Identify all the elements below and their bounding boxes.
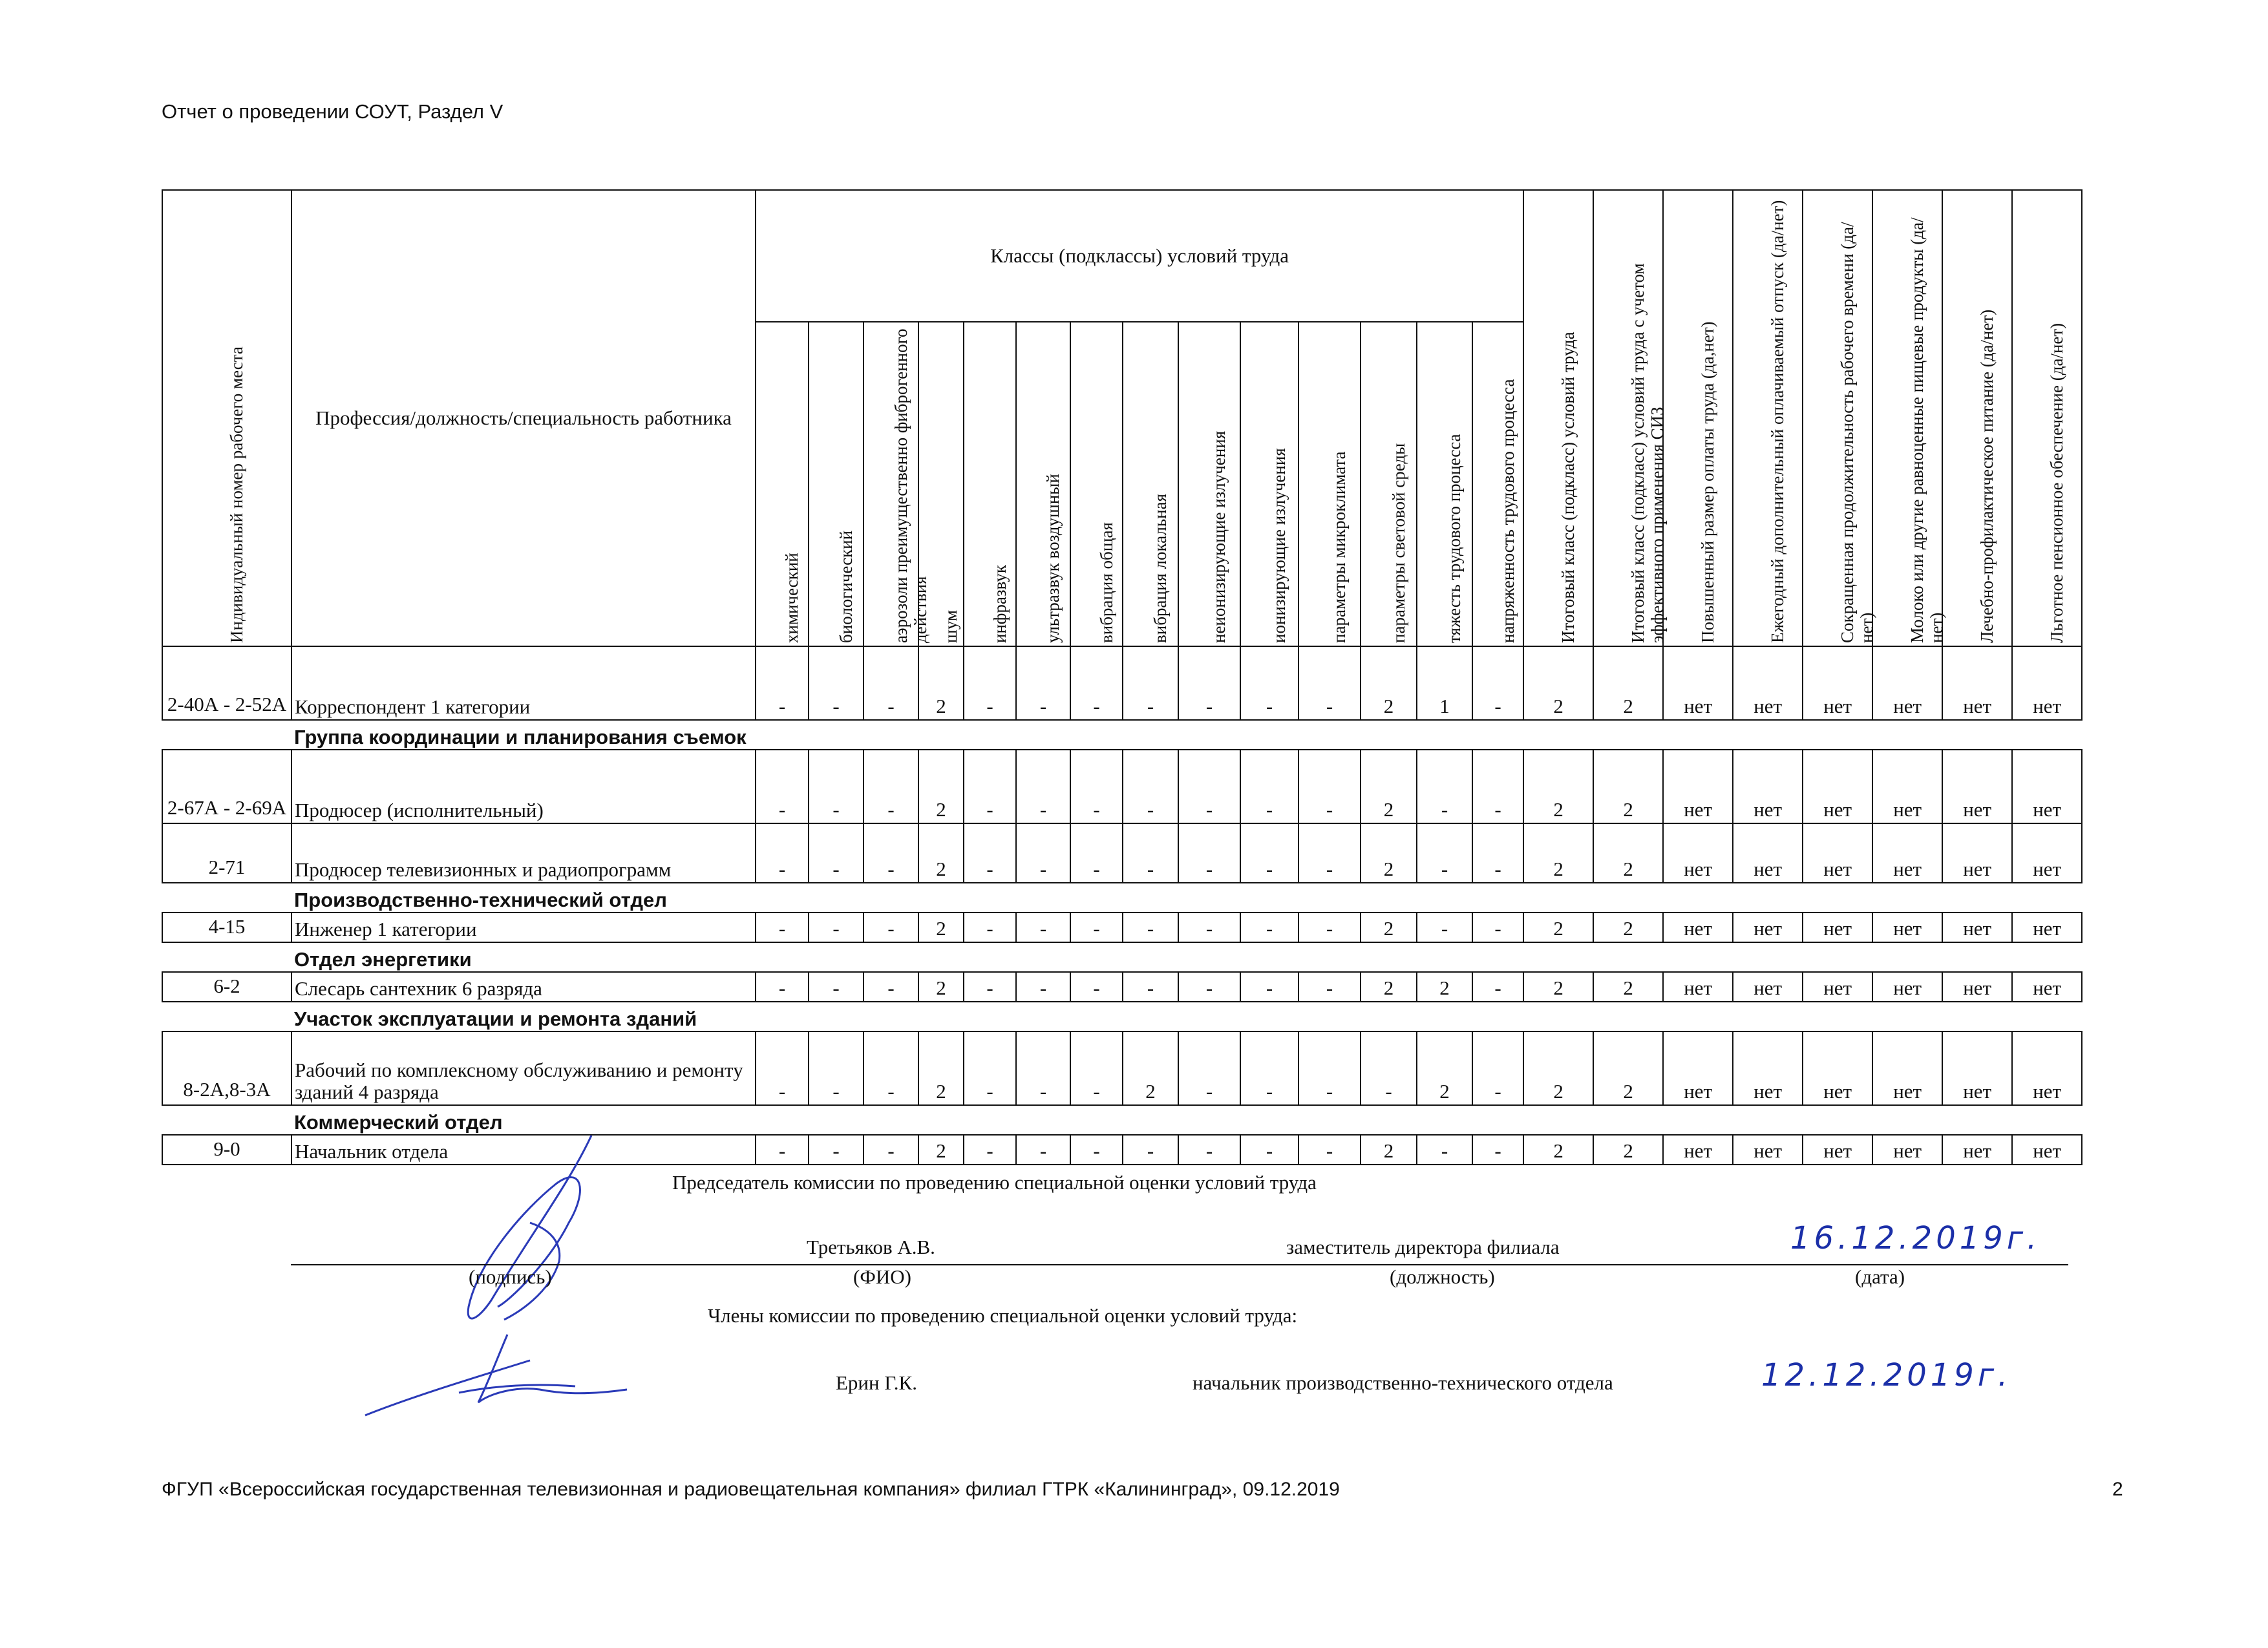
table-cell: нет	[1942, 646, 2012, 720]
table-cell: -	[864, 1031, 918, 1105]
profession: Продюсер телевизионных и радиопрограмм	[291, 823, 756, 883]
col-header-summary-5: Молоко или другие равноценные пищевые продукты (да/нет)	[1872, 190, 1942, 646]
workplace-id: 6-2	[162, 972, 291, 1002]
table-cell: 2	[1523, 913, 1593, 942]
chair-name: Третьяков А.В.	[807, 1236, 935, 1258]
table-cell: 2	[1593, 1135, 1663, 1165]
col-header-factor-11: параметры световой среды	[1361, 322, 1417, 646]
table-cell: -	[1298, 1135, 1361, 1165]
table-header-row	[162, 190, 2082, 322]
col-header-workplace-id: Индивидуальный номер рабочего места	[162, 190, 291, 646]
profession: Корреспондент 1 категории	[291, 646, 756, 720]
table-cell: -	[1178, 1031, 1240, 1105]
table-cell: нет	[2012, 750, 2082, 823]
table-cell: -	[864, 750, 918, 823]
member-signature	[362, 1331, 633, 1422]
group-row	[162, 883, 2082, 913]
workplace-id: 9-0	[162, 1135, 291, 1165]
table-cell: нет	[1733, 1031, 1803, 1105]
table-cell: нет	[1872, 750, 1942, 823]
table-cell: 2	[1523, 750, 1593, 823]
table-cell: -	[1417, 823, 1472, 883]
table-cell: -	[1070, 1031, 1123, 1105]
table-cell: -	[864, 1135, 918, 1165]
table-cell: -	[1298, 823, 1361, 883]
table-cell: нет	[1803, 972, 1872, 1002]
label-fio: (ФИО)	[853, 1265, 911, 1288]
table-cell: нет	[1733, 823, 1803, 883]
table-cell: 2	[1523, 1031, 1593, 1105]
table-cell: нет	[1872, 1031, 1942, 1105]
table-cell: -	[1240, 750, 1298, 823]
table-cell: -	[864, 823, 918, 883]
table-cell: -	[1178, 1135, 1240, 1165]
table-cell: -	[1417, 913, 1472, 942]
table-cell: -	[1016, 972, 1070, 1002]
table-cell: 2	[1593, 823, 1663, 883]
table-cell: -	[1298, 1031, 1361, 1105]
table-cell: -	[864, 913, 918, 942]
profession: Начальник отдела	[291, 1135, 756, 1165]
table-cell: -	[1016, 750, 1070, 823]
group-title: Производственно-технический отдел	[291, 883, 2082, 913]
table-cell: -	[1361, 1031, 1417, 1105]
col-header-summary-6: Лечебно-профилактическое питание (да/нет)	[1942, 190, 2012, 646]
table-cell: -	[756, 913, 809, 942]
table-cell: 2	[1593, 646, 1663, 720]
col-header-factor-5: ультразвук воздушный	[1016, 322, 1070, 646]
table-cell: 2	[1593, 972, 1663, 1002]
table-row	[162, 1031, 2082, 1105]
profession: Слесарь сантехник 6 разряда	[291, 972, 756, 1002]
table-cell: нет	[1872, 913, 1942, 942]
group-spacer	[162, 1105, 291, 1135]
table-cell: нет	[1663, 913, 1733, 942]
table-cell: -	[1240, 646, 1298, 720]
table-cell: нет	[2012, 823, 2082, 883]
col-header-factor-3: шум	[918, 322, 964, 646]
table-cell: -	[1240, 972, 1298, 1002]
table-cell: -	[1472, 750, 1523, 823]
table-cell: -	[1240, 1031, 1298, 1105]
workplace-id: 2-40А - 2-52А	[162, 646, 291, 720]
table-cell: нет	[1733, 646, 1803, 720]
table-cell: -	[756, 646, 809, 720]
member-name: Ерин Г.К.	[836, 1371, 917, 1394]
label-signature: (подпись)	[469, 1265, 552, 1288]
table-cell: -	[756, 750, 809, 823]
table-cell: нет	[2012, 646, 2082, 720]
col-header-factor-10: параметры микроклимата	[1298, 322, 1361, 646]
table-cell: нет	[1942, 750, 2012, 823]
table-cell: -	[756, 1031, 809, 1105]
table-cell: 2	[1523, 823, 1593, 883]
table-cell: -	[1472, 823, 1523, 883]
table-cell: нет	[1663, 646, 1733, 720]
chair-position: заместитель директора филиала	[1286, 1236, 1560, 1258]
table-row	[162, 913, 2082, 942]
col-header-factor-4: инфразвук	[964, 322, 1016, 646]
col-header-classes: Классы (подклассы) условий труда	[756, 190, 1523, 322]
table-cell: -	[964, 972, 1016, 1002]
table-cell: -	[1123, 972, 1178, 1002]
col-header-factor-0: химический	[756, 322, 809, 646]
table-cell: нет	[2012, 972, 2082, 1002]
table-cell: нет	[1663, 823, 1733, 883]
table-cell: нет	[1942, 972, 2012, 1002]
table-cell: -	[864, 972, 918, 1002]
group-title: Участок эксплуатации и ремонта зданий	[291, 1002, 2082, 1031]
table-cell: -	[964, 1135, 1016, 1165]
chair-date: 16.12.2019г.	[1790, 1220, 2041, 1256]
col-header-factor-8: неионизирующие излучения	[1178, 322, 1240, 646]
group-spacer	[162, 883, 291, 913]
table-cell: нет	[1733, 750, 1803, 823]
table-cell: нет	[1733, 972, 1803, 1002]
table-cell: -	[1298, 913, 1361, 942]
table-cell: нет	[1733, 913, 1803, 942]
table-cell: -	[1178, 823, 1240, 883]
table-cell: -	[1016, 1135, 1070, 1165]
table-cell: нет	[1663, 972, 1733, 1002]
workplace-id: 2-67А - 2-69А	[162, 750, 291, 823]
col-header-factor-12: тяжесть трудового процесса	[1417, 322, 1472, 646]
table-cell: нет	[1942, 1135, 2012, 1165]
table-cell: 2	[1417, 972, 1472, 1002]
table-cell: нет	[2012, 913, 2082, 942]
table-cell: нет	[1733, 1135, 1803, 1165]
table-cell: 2	[1361, 646, 1417, 720]
table-cell: 2	[918, 823, 964, 883]
table-cell: -	[1417, 750, 1472, 823]
table-cell: -	[1472, 913, 1523, 942]
table-row	[162, 750, 2082, 823]
table-cell: нет	[1872, 646, 1942, 720]
col-header-summary-3: Ежегодный дополнительный оплачиваемый отпуск (да/нет)	[1733, 190, 1803, 646]
table-cell: -	[1472, 646, 1523, 720]
group-title: Отдел энергетики	[291, 942, 2082, 972]
table-cell: 2	[1593, 913, 1663, 942]
table-cell: -	[964, 750, 1016, 823]
table-cell: -	[864, 646, 918, 720]
table-cell: 2	[1361, 823, 1417, 883]
table-cell: 2	[918, 646, 964, 720]
page-header-title: Отчет о проведении СОУТ, Раздел V	[162, 100, 503, 123]
col-header-summary-0: Итоговый класс (подкласс) условий труда	[1523, 190, 1593, 646]
col-header-factor-13: напряженность трудового процесса	[1472, 322, 1523, 646]
col-header-factor-7: вибрация локальная	[1123, 322, 1178, 646]
table-cell: 2	[1361, 750, 1417, 823]
table-cell: -	[1178, 913, 1240, 942]
table-row	[162, 972, 2082, 1002]
group-row	[162, 720, 2082, 750]
table-cell: -	[1123, 646, 1178, 720]
table-cell: -	[1070, 913, 1123, 942]
members-caption: Члены комиссии по проведению специальной оценки условий труда:	[708, 1304, 1298, 1327]
table-cell: 2	[918, 1031, 964, 1105]
table-cell: -	[1178, 750, 1240, 823]
workplace-id: 4-15	[162, 913, 291, 942]
profession: Рабочий по комплексному обслуживанию и ремонту зданий 4 разряда	[291, 1031, 756, 1105]
table-cell: -	[964, 646, 1016, 720]
table-cell: -	[756, 972, 809, 1002]
table-cell: нет	[1872, 1135, 1942, 1165]
chair-caption: Председатель комиссии по проведению специальной оценки условий труда	[672, 1171, 1317, 1194]
table-row	[162, 646, 2082, 720]
table-cell: -	[809, 750, 864, 823]
table-cell: -	[1472, 972, 1523, 1002]
col-header-factor-2: аэрозоли преимущественно фиброгенного действия	[864, 322, 918, 646]
table-cell: 2	[1361, 972, 1417, 1002]
table-cell: 2	[1523, 1135, 1593, 1165]
table-cell: 2	[1123, 1031, 1178, 1105]
table-cell: нет	[2012, 1031, 2082, 1105]
page-number: 2	[2112, 1479, 2123, 1500]
table-cell: -	[1123, 750, 1178, 823]
table-cell: 2	[1593, 750, 1663, 823]
table-cell: -	[1070, 823, 1123, 883]
table-cell: 2	[918, 972, 964, 1002]
table-cell: -	[1178, 646, 1240, 720]
group-row	[162, 942, 2082, 972]
workplace-id: 8-2А,8-3А	[162, 1031, 291, 1105]
table-cell: нет	[1942, 823, 2012, 883]
table-cell: 2	[1523, 972, 1593, 1002]
table-cell: нет	[1942, 1031, 2012, 1105]
col-header-summary-4: Сокращенная продолжительность рабочего времени (да/нет)	[1803, 190, 1872, 646]
table-cell: 2	[1361, 913, 1417, 942]
table-cell: нет	[1663, 750, 1733, 823]
table-cell: -	[756, 1135, 809, 1165]
table-cell: нет	[1803, 823, 1872, 883]
table-cell: 2	[918, 750, 964, 823]
col-header-summary-7: Льготное пенсионное обеспечение (да/нет)	[2012, 190, 2082, 646]
table-cell: нет	[1942, 913, 2012, 942]
table-cell: -	[809, 972, 864, 1002]
page-footer: ФГУП «Всероссийская государственная телевизионная и радиовещательная компания» филиал ГТРК «Калининград», 09.12.2019	[162, 1479, 1340, 1500]
table-cell: -	[1298, 972, 1361, 1002]
table-cell: 2	[1361, 1135, 1417, 1165]
chair-signature	[452, 1132, 620, 1326]
table-cell: нет	[1663, 1031, 1733, 1105]
col-header-factor-1: биологический	[809, 322, 864, 646]
table-row	[162, 823, 2082, 883]
table-cell: нет	[1663, 1135, 1733, 1165]
profession: Продюсер (исполнительный)	[291, 750, 756, 823]
table-cell: -	[1070, 750, 1123, 823]
table-cell: -	[1240, 913, 1298, 942]
table-cell: нет	[1803, 913, 1872, 942]
table-cell: -	[1123, 913, 1178, 942]
table-cell: -	[964, 913, 1016, 942]
workplace-id: 2-71	[162, 823, 291, 883]
table-cell: -	[1070, 1135, 1123, 1165]
col-header-factor-9: ионизирующие излучения	[1240, 322, 1298, 646]
table-cell: -	[1016, 1031, 1070, 1105]
label-position: (должность)	[1390, 1265, 1495, 1288]
table-cell: -	[756, 823, 809, 883]
col-header-summary-1: Итоговый класс (подкласс) условий труда с учетом эффективного применения СИЗ	[1593, 190, 1663, 646]
table-cell: нет	[1803, 1135, 1872, 1165]
table-cell: -	[1417, 1135, 1472, 1165]
profession: Инженер 1 категории	[291, 913, 756, 942]
col-header-factor-6: вибрация общая	[1070, 322, 1123, 646]
table-cell: -	[809, 913, 864, 942]
table-cell: -	[1016, 646, 1070, 720]
table-cell: -	[1016, 823, 1070, 883]
table-cell: -	[1016, 913, 1070, 942]
work-conditions-table	[162, 189, 2083, 1165]
member-date: 12.12.2019г.	[1761, 1357, 2012, 1393]
table-cell: -	[1070, 646, 1123, 720]
table-body	[162, 646, 2082, 1165]
table-cell: -	[809, 646, 864, 720]
col-header-summary-2: Повышенный размер оплаты труда (да,нет)	[1663, 190, 1733, 646]
chair-signature-line	[291, 1264, 2068, 1265]
table-cell: -	[964, 823, 1016, 883]
table-cell: -	[809, 1135, 864, 1165]
table-cell: 2	[1593, 1031, 1663, 1105]
label-date: (дата)	[1855, 1265, 1905, 1288]
table-cell: нет	[2012, 1135, 2082, 1165]
table-cell: -	[1472, 1135, 1523, 1165]
table-cell: 2	[1417, 1031, 1472, 1105]
group-title: Группа координации и планирования съемок	[291, 720, 2082, 750]
table-cell: нет	[1803, 750, 1872, 823]
table-cell: -	[1123, 823, 1178, 883]
table-cell: -	[1123, 1135, 1178, 1165]
table-cell: -	[809, 1031, 864, 1105]
table-cell: -	[1298, 646, 1361, 720]
table-cell: нет	[1803, 646, 1872, 720]
group-title: Коммерческий отдел	[291, 1105, 2082, 1135]
table-cell: -	[964, 1031, 1016, 1105]
group-spacer	[162, 942, 291, 972]
group-spacer	[162, 720, 291, 750]
col-header-profession: Профессия/должность/специальность работника	[291, 190, 756, 646]
group-row	[162, 1002, 2082, 1031]
table-cell: нет	[1872, 972, 1942, 1002]
table-cell: 2	[918, 913, 964, 942]
table-cell: -	[809, 823, 864, 883]
table-cell: нет	[1872, 823, 1942, 883]
table-cell: 2	[1523, 646, 1593, 720]
table-cell: -	[1070, 972, 1123, 1002]
group-spacer	[162, 1002, 291, 1031]
table-cell: 2	[918, 1135, 964, 1165]
table-cell: нет	[1803, 1031, 1872, 1105]
member-position: начальник производственно-технического отдела	[1192, 1371, 1613, 1394]
table-cell: -	[1472, 1031, 1523, 1105]
group-row	[162, 1105, 2082, 1135]
table-cell: -	[1240, 823, 1298, 883]
table-cell: 1	[1417, 646, 1472, 720]
table-cell: -	[1298, 750, 1361, 823]
table-row	[162, 1135, 2082, 1165]
table-cell: -	[1240, 1135, 1298, 1165]
table-cell: -	[1178, 972, 1240, 1002]
